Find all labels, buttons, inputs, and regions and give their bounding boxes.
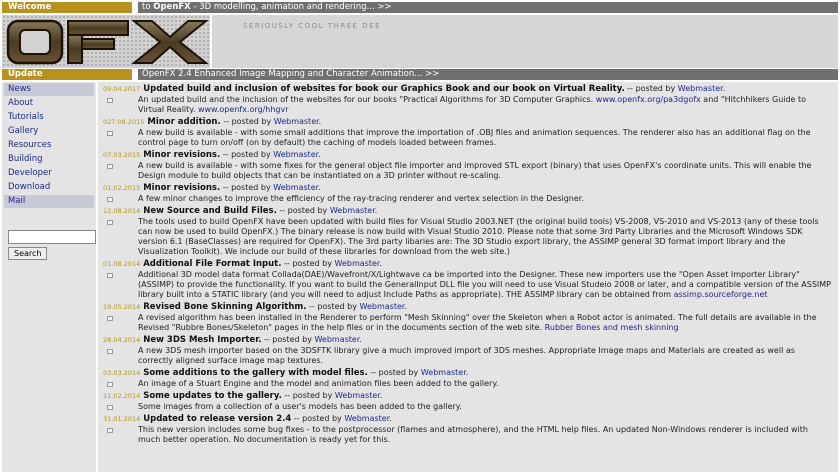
sidebar-item-mail[interactable]: Mail xyxy=(4,195,94,208)
news-body xyxy=(103,128,832,148)
ofx-logo xyxy=(2,15,210,68)
news-header xyxy=(103,413,832,425)
news-body xyxy=(103,379,832,389)
news-title: New 3DS Mesh Importer. xyxy=(143,335,262,345)
title-end: . xyxy=(379,259,382,268)
news-header xyxy=(103,83,832,95)
poster-link[interactable]: Webmaster xyxy=(314,335,360,344)
update-label: Update xyxy=(2,69,132,80)
poster-link[interactable]: Webmaster xyxy=(273,150,319,159)
sidebar-item-developer[interactable]: Developer xyxy=(8,168,52,178)
posted-by-label: -- posted by xyxy=(261,335,315,344)
title-end: . xyxy=(318,117,322,126)
title-end: . xyxy=(389,414,392,423)
poster-link[interactable]: Webmaster xyxy=(344,414,390,423)
news-header xyxy=(103,258,832,270)
news-date: 19.05.2014 xyxy=(103,303,141,311)
poster-link[interactable]: Webmaster xyxy=(273,117,319,126)
sidebar-item-tutorials[interactable]: Tutorials xyxy=(8,112,44,122)
news-text: This new version includes some bug fixes - to the postprocessor (flames and atmosphere), and the HTML help files. An updated Non-Windows renderer is included with much better operation. No documentation is ready yet for this. xyxy=(138,425,808,444)
news-header xyxy=(103,182,832,194)
bullet-icon xyxy=(107,316,113,321)
tagline: SERIOUSLY COOL THREE DEE xyxy=(242,22,382,30)
title-end: . xyxy=(722,84,726,93)
bullet-icon xyxy=(107,197,113,202)
posted-by-label: -- posted by xyxy=(276,206,330,215)
posted-by-label: -- posted by xyxy=(367,368,421,377)
news-title: Additional File Format Input. xyxy=(143,259,282,269)
bullet-icon xyxy=(107,131,113,136)
news-title: New Source and Build Files. xyxy=(143,206,277,216)
bullet-icon xyxy=(107,405,113,410)
news-body xyxy=(103,346,832,366)
news-header xyxy=(103,334,832,346)
news-item xyxy=(98,367,838,389)
news-text: The tools used to build OpenFX have been updated with build files for Visual Studio 2003.NET (the original build tools) VS-2008, VS-2010 and VS-2013 (any of these tools can now be used to build OpenFX.) The binary release is now build with Visual Studio 2010. Please note that some 3rd Party Libraries and the Microsoft Windows SDK version 6.1 (BaseClasses) are required for OpenFX). The 3rd party libaries are: The 3D Studio export library, the ASSIMP general 3D format import library and the Visualization Toolkit). We include our build of these libraries for download from the web site.) xyxy=(138,217,819,256)
news-title: Some additions to the gallery with model files. xyxy=(143,368,368,378)
news-text: An image of a Stuart Engine and the model and animation files been added to the gallery. xyxy=(138,379,499,388)
strip-brand: OpenFX xyxy=(153,2,191,12)
news-body xyxy=(103,270,832,300)
news-body xyxy=(103,95,832,115)
poster-link[interactable]: Webmaster xyxy=(329,206,375,215)
bullet-icon xyxy=(107,382,113,387)
news-link[interactable]: www.openfx.org/pa3dgofx xyxy=(595,95,701,104)
news-list xyxy=(98,82,838,472)
news-body xyxy=(103,217,832,257)
news-date: 12.08.2014 xyxy=(103,207,141,215)
news-text: An updated build and the inclusion of the websites for our books "Practical Algorithms for 3D Computer Graphics. xyxy=(138,95,596,104)
title-end: . xyxy=(374,206,378,215)
search-input[interactable] xyxy=(8,230,96,244)
news-date: 28.04.2014 xyxy=(103,336,141,344)
news-body xyxy=(103,425,832,445)
sidebar-item-building[interactable]: Building xyxy=(8,154,43,164)
news-item xyxy=(98,182,838,204)
sidebar-item-about[interactable]: About xyxy=(8,98,34,108)
posted-by-label: -- posted by xyxy=(281,391,335,400)
welcome-label: Welcome xyxy=(2,2,132,13)
news-link[interactable]: assimp.sourceforge.net xyxy=(673,290,768,299)
update-strip[interactable]: OpenFX 2.4 Enhanced Image Mapping and Character Animation... >> xyxy=(138,69,838,80)
nav-list xyxy=(2,83,96,208)
top-strip[interactable] xyxy=(138,2,838,13)
bullet-icon xyxy=(107,164,113,169)
news-header xyxy=(103,149,832,161)
search-button[interactable]: Search xyxy=(8,247,47,260)
title-end: . xyxy=(465,368,469,377)
sidebar-item-news[interactable]: News xyxy=(4,83,94,96)
news-text: A new 3DS mesh importer based on the 3DSFTK library give a much improved import of 3DS meshes. Appropriate Image maps and Materials are created as well as correctly aligned surface image map textures. xyxy=(138,346,795,365)
title-end: . xyxy=(359,335,362,344)
poster-link[interactable]: Webmaster xyxy=(334,391,380,400)
poster-link[interactable]: Webmaster xyxy=(420,368,466,377)
news-date: 07.03.2015 xyxy=(103,151,141,159)
news-link[interactable]: Rubber Bones and mesh skinning xyxy=(544,323,679,332)
posted-by-label: -- posted by xyxy=(306,302,360,311)
news-link[interactable]: www.openfx.org/hhgvr xyxy=(197,105,289,114)
news-date: 01.08.2014 xyxy=(103,260,141,268)
bullet-icon xyxy=(107,220,113,225)
title-end: . xyxy=(318,150,321,159)
news-text: and "Hitchhikers Guide to Virtual Reality. xyxy=(138,95,807,114)
posted-by-label: -- posted by xyxy=(220,150,274,159)
news-date: 027.08.2015 xyxy=(103,118,145,126)
posted-by-label: -- posted by xyxy=(291,414,345,423)
news-header xyxy=(103,116,832,128)
strip-prefix: to xyxy=(142,2,151,12)
bullet-icon xyxy=(107,273,113,278)
news-date: 09.04.2017 xyxy=(103,85,141,93)
news-date: 03.03.2014 xyxy=(103,369,141,377)
news-text: A few minor changes to improve the efficiency of the ray-tracing renderer and vertex selection in the Designer. xyxy=(138,194,584,203)
bullet-icon xyxy=(107,428,113,433)
news-header xyxy=(103,367,832,379)
poster-link[interactable]: Webmaster xyxy=(677,84,723,93)
sidebar xyxy=(2,82,96,472)
news-date: 31.01.2014 xyxy=(103,415,141,423)
news-item xyxy=(98,205,838,257)
poster-link[interactable]: Webmaster xyxy=(273,183,319,192)
news-item xyxy=(98,83,838,115)
news-title: Updated build and inclusion of websites for book our Graphics Book and our book on Virtual Reality. xyxy=(143,84,625,94)
news-text: A new build is available - with some fixes for the general object file importer and improved STL export (binary) that uses OpenFX's coordinate units. This will enable the Design module to build objects that can be instantiated on a 3D printer without re-scaling. xyxy=(138,161,812,180)
news-date: 01.02.2015 xyxy=(103,184,141,192)
news-body xyxy=(103,313,832,333)
news-header xyxy=(103,390,832,402)
poster-link[interactable]: Webmaster xyxy=(359,302,405,311)
news-item xyxy=(98,413,838,445)
news-body xyxy=(103,161,832,181)
news-body xyxy=(103,402,832,412)
news-header xyxy=(103,301,832,313)
title-end: . xyxy=(318,183,321,192)
news-title: Updated to release version 2.4 xyxy=(143,414,292,424)
news-item xyxy=(98,258,838,300)
news-text: Additional 3D model data format Collada(DAE)/Wavefront/X/Lightwave ca be imported into the Designer. These new importers use the "Open Asset Importer Library" (ASSIMP) to provide the functionality. If you want to build the GeneralInput DLL file you will need to use Visual Studeio 2008 or later, and a compatible version of the ASSIMP library built into a STATIC library (and you will need to adjust Include Paths as appropriate). THE ASSIMP library can be obtained from xyxy=(138,270,832,299)
sidebar-item-download[interactable]: Download xyxy=(8,182,51,192)
title-end: . xyxy=(379,391,383,400)
news-item xyxy=(98,390,838,412)
news-text: Some images from a collection of a user's models has been added to the gallery. xyxy=(138,402,462,411)
title-end: . xyxy=(404,302,407,311)
posted-by-label: -- posted by xyxy=(220,183,274,192)
news-item xyxy=(98,116,838,148)
news-text: A new build is available - with some small additions that improve the importation of .OBJ files and animation sequences. The renderer also has an additional flag on the control page to turn on/off (on by default) the caching of models loaded between frames. xyxy=(138,128,811,147)
news-date: 11.02.2014 xyxy=(103,392,141,400)
sidebar-item-resources[interactable]: Resources xyxy=(8,140,52,150)
posted-by-label: -- posted by xyxy=(281,259,335,268)
news-item xyxy=(98,301,838,333)
posted-by-label: -- posted by xyxy=(624,84,678,93)
news-title: Revised Bone Skinning Algorithm. xyxy=(143,302,307,312)
news-title: Some updates to the gallery. xyxy=(143,391,282,401)
poster-link[interactable]: Webmaster xyxy=(334,259,380,268)
sidebar-item-gallery[interactable]: Gallery xyxy=(8,126,39,136)
news-header xyxy=(103,205,832,217)
posted-by-label: -- posted by xyxy=(220,117,274,126)
bullet-icon xyxy=(107,98,113,103)
strip-suffix: - 3D modelling, animation and rendering... >> xyxy=(193,2,392,12)
news-text: A revised algorithm has been installed in the Renderer to perform "Mesh Skinning" over the Skeleton when a Robot actor is animated. The full details are available in the Revised "Rubbre Bones/Skeleton" pages in the help files or in the documents section of the web site. xyxy=(138,313,817,332)
news-body xyxy=(103,194,832,204)
news-title: Minor revisions. xyxy=(143,150,221,160)
bullet-icon xyxy=(107,349,113,354)
news-item xyxy=(98,334,838,366)
news-title: Minor addition. xyxy=(147,117,221,127)
news-item xyxy=(98,149,838,181)
search-form xyxy=(8,230,96,260)
news-title: Minor revisions. xyxy=(143,183,221,193)
